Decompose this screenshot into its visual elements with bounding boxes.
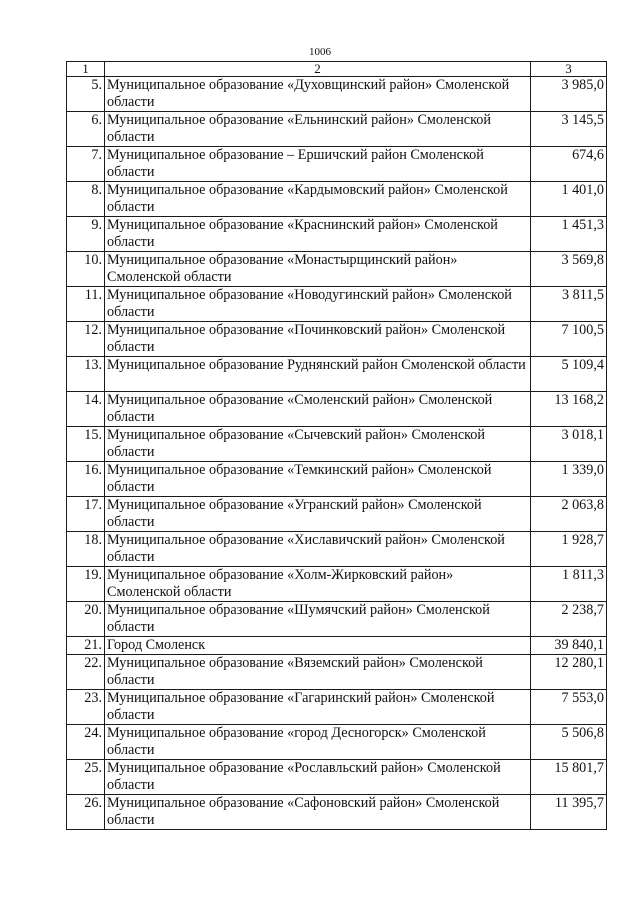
- allocation-value: 1 928,7: [531, 532, 607, 567]
- row-number: 24.: [67, 725, 105, 760]
- table-body: [67, 77, 607, 830]
- allocation-value: 5 506,8: [531, 725, 607, 760]
- row-number: 16.: [67, 462, 105, 497]
- table-row: [67, 147, 607, 182]
- row-number: 20.: [67, 602, 105, 637]
- municipality-name: Муниципальное образование «Темкинский район» Смоленской области: [105, 462, 531, 497]
- municipality-name: Муниципальное образование «Вяземский район» Смоленской области: [105, 655, 531, 690]
- allocation-value: 3 569,8: [531, 252, 607, 287]
- table-row: [67, 690, 607, 725]
- table-row: [67, 217, 607, 252]
- allocation-value: 5 109,4: [531, 357, 607, 392]
- row-number: 13.: [67, 357, 105, 392]
- municipality-name: Муниципальное образование «Краснинский район» Смоленской области: [105, 217, 531, 252]
- row-number: 21.: [67, 637, 105, 655]
- table-row: [67, 252, 607, 287]
- table-row: [67, 462, 607, 497]
- row-number: 14.: [67, 392, 105, 427]
- allocation-value: 3 145,5: [531, 112, 607, 147]
- table-row: [67, 357, 607, 392]
- table-row: [67, 567, 607, 602]
- row-number: 12.: [67, 322, 105, 357]
- column-header-1: 1: [67, 62, 105, 77]
- allocation-value: 15 801,7: [531, 760, 607, 795]
- allocation-value: 1 451,3: [531, 217, 607, 252]
- allocation-value: 3 811,5: [531, 287, 607, 322]
- municipality-name: Муниципальное образование «Ельнинский район» Смоленской области: [105, 112, 531, 147]
- column-header-2: 2: [105, 62, 531, 77]
- table-row: [67, 287, 607, 322]
- municipality-name: Муниципальное образование «Сычевский район» Смоленской области: [105, 427, 531, 462]
- municipality-name: Муниципальное образование «Рославльский район» Смоленской области: [105, 760, 531, 795]
- allocation-value: 3 985,0: [531, 77, 607, 112]
- allocation-value: 1 811,3: [531, 567, 607, 602]
- row-number: 9.: [67, 217, 105, 252]
- row-number: 25.: [67, 760, 105, 795]
- municipality-name: Муниципальное образование Руднянский район Смоленской области: [105, 357, 531, 392]
- municipality-name: Город Смоленск: [105, 637, 531, 655]
- allocation-value: 674,6: [531, 147, 607, 182]
- municipality-name: Муниципальное образование «Кардымовский район» Смоленской области: [105, 182, 531, 217]
- municipality-name: Муниципальное образование «Хиславичский район» Смоленской области: [105, 532, 531, 567]
- allocation-value: 39 840,1: [531, 637, 607, 655]
- table-row: [67, 392, 607, 427]
- municipality-name: Муниципальное образование «Гагаринский район» Смоленской области: [105, 690, 531, 725]
- row-number: 10.: [67, 252, 105, 287]
- row-number: 23.: [67, 690, 105, 725]
- table-row: [67, 725, 607, 760]
- row-number: 6.: [67, 112, 105, 147]
- table-row: [67, 112, 607, 147]
- municipality-name: Муниципальное образование «Угранский район» Смоленской области: [105, 497, 531, 532]
- table-row: [67, 497, 607, 532]
- table-row: [67, 795, 607, 830]
- municipality-name: Муниципальное образование «Смоленский район» Смоленской области: [105, 392, 531, 427]
- municipality-name: Муниципальное образование «город Десногорск» Смоленской области: [105, 725, 531, 760]
- row-number: 11.: [67, 287, 105, 322]
- allocation-value: 3 018,1: [531, 427, 607, 462]
- allocation-value: 1 401,0: [531, 182, 607, 217]
- row-number: 5.: [67, 77, 105, 112]
- row-number: 17.: [67, 497, 105, 532]
- row-number: 19.: [67, 567, 105, 602]
- row-number: 8.: [67, 182, 105, 217]
- table-header-row: [67, 62, 607, 77]
- column-header-3: 3: [531, 62, 607, 77]
- municipality-name: Муниципальное образование «Починковский район» Смоленской области: [105, 322, 531, 357]
- allocation-value: 7 100,5: [531, 322, 607, 357]
- table-row: [67, 532, 607, 567]
- municipality-name: Муниципальное образование «Сафоновский район» Смоленской области: [105, 795, 531, 830]
- page-number: 1006: [309, 46, 331, 58]
- table-row: [67, 322, 607, 357]
- allocation-value: 2 238,7: [531, 602, 607, 637]
- allocation-value: 1 339,0: [531, 462, 607, 497]
- row-number: 7.: [67, 147, 105, 182]
- table-row: [67, 655, 607, 690]
- table-row: [67, 77, 607, 112]
- allocation-value: 12 280,1: [531, 655, 607, 690]
- row-number: 22.: [67, 655, 105, 690]
- row-number: 15.: [67, 427, 105, 462]
- municipality-name: Муниципальное образование «Холм-Жирковский район» Смоленской области: [105, 567, 531, 602]
- table-row: [67, 602, 607, 637]
- municipality-name: Муниципальное образование – Ершичский район Смоленской области: [105, 147, 531, 182]
- data-table: [66, 61, 607, 830]
- municipality-name: Муниципальное образование «Шумячский район» Смоленской области: [105, 602, 531, 637]
- municipality-name: Муниципальное образование «Новодугинский район» Смоленской области: [105, 287, 531, 322]
- row-number: 18.: [67, 532, 105, 567]
- table-row: [67, 427, 607, 462]
- row-number: 26.: [67, 795, 105, 830]
- allocation-value: 13 168,2: [531, 392, 607, 427]
- allocation-value: 11 395,7: [531, 795, 607, 830]
- municipality-name: Муниципальное образование «Монастырщинский район» Смоленской области: [105, 252, 531, 287]
- table-row: [67, 760, 607, 795]
- table-row: [67, 637, 607, 655]
- allocation-value: 2 063,8: [531, 497, 607, 532]
- municipality-name: Муниципальное образование «Духовщинский район» Смоленской области: [105, 77, 531, 112]
- table-row: [67, 182, 607, 217]
- allocation-value: 7 553,0: [531, 690, 607, 725]
